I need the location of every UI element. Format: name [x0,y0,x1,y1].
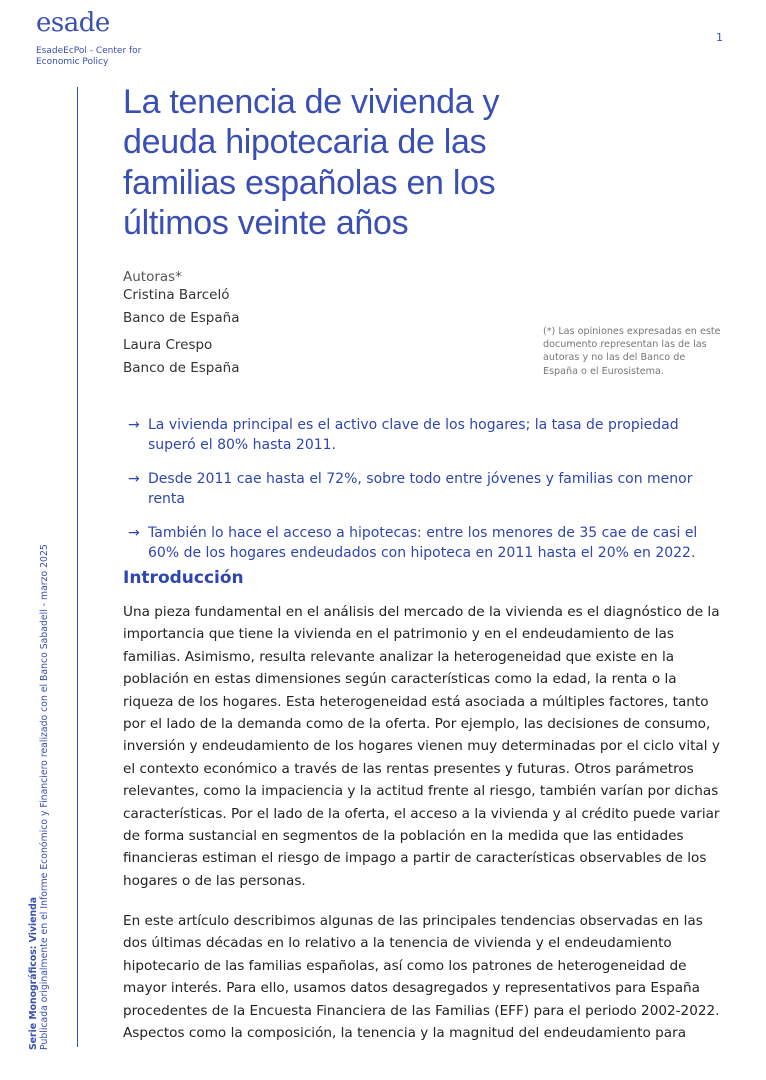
key-point [128,469,728,509]
series-label: Serie Monográficos: Vivienda [28,896,39,1050]
author-affiliation: Banco de España [123,360,240,376]
document-title: La tenencia de vivienda y deuda hipotecaria de las familias españolas en los últimos veinte años [123,83,500,242]
arrow-right-icon: → [128,525,140,541]
authors-footnote: (*) Las opiniones expresadas en este documento representan las de las autoras y no las del Banco de España o el Eurosistema. [543,326,721,377]
margin-divider [77,87,78,1047]
publication-note: Publicada originalmente en el Informe Económico y Financiero realizado con el Banco Sabadell - marzo 2025 [39,544,50,1050]
key-point [128,415,728,455]
section-heading: Introducción [123,568,244,588]
key-point-text: La vivienda principal es el activo clave de los hogares; la tasa de propiedad superó el 80% hasta 2011. [148,417,679,453]
logo-subtitle: EsadeEcPol - Center for Economic Policy [36,46,142,67]
key-point [128,523,728,563]
body-paragraph: En este artículo describimos algunas de las principales tendencias observadas en las dos últimas décadas en lo relativo a la tenencia de vivienda y el endeudamiento hipotecario de las familias españolas, así como los patrones de heterogeneidad de mayor interés. Para ello, usamos datos desagregados y representativos para España procedentes de la Encuesta Financiera de las Familias (EFF) para el periodo 2002-2022. Aspectos como la composición, la tenencia y la magnitud del endeudamiento para [123,913,720,1042]
page-number: 1 [716,31,723,44]
author-affiliation: Banco de España [123,310,240,326]
authors-label: Autoras* [123,269,182,285]
key-point-text: Desde 2011 cae hasta el 72%, sobre todo entre jóvenes y familias con menor renta [148,471,693,507]
authors-block [123,268,383,386]
author-name: Laura Crespo [123,337,213,353]
esade-logo: esade [36,8,110,38]
author-name: Cristina Barceló [123,287,230,303]
key-point-text: También lo hace el acceso a hipotecas: entre los menores de 35 cae de casi el 60% de los hogares endeudados con hipoteca en 2011 hasta el 20% en 2022. [148,525,698,561]
arrow-right-icon: → [128,471,140,487]
body-paragraph: Una pieza fundamental en el análisis del mercado de la vivienda es el diagnóstico de la importancia que tiene la vivienda en el patrimonio y en el endeudamiento de las familias. Asimismo, resulta relevante analizar la heterogeneidad que existe en la población en estas dimensiones según características como la edad, la renta o la riqueza de los hogares. Esta heterogeneidad está asociada a múltiples factores, tanto por el lado de la demanda como de la oferta. Por ejemplo, las decisiones de consumo, inversión y endeudamiento de los hogares vienen muy determinadas por el ciclo vital y el contexto económico a través de las rentas presentes y futuras. Otros parámetros relevantes, como la impaciencia y la actitud frente al riesgo, también varían por dichas características. Por el lado de la oferta, el acceso a la vivienda y al crédito puede variar de forma sustancial en segmentos de la población en la medida que las entidades financieras estiman el riesgo de impago a partir de características observables de los hogares o de las personas. [123,604,720,889]
key-points [128,415,728,577]
arrow-right-icon: → [128,417,140,433]
